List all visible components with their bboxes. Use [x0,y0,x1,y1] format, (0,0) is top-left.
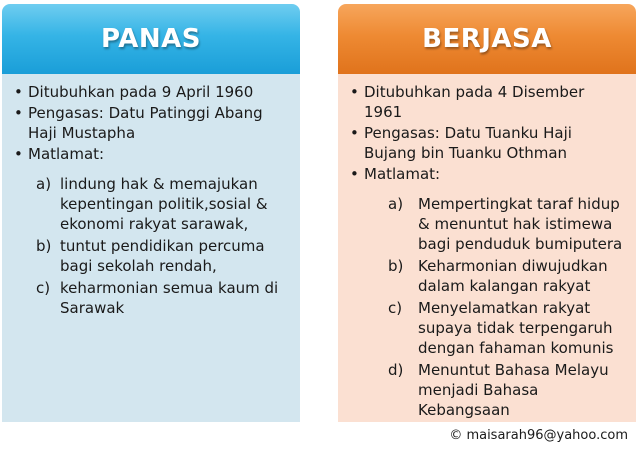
panas-header [2,4,300,74]
goal-marker: a) [36,175,52,193]
berjasa-founded: Ditubuhkan pada 4 Disember 1961 [364,83,585,121]
list-item [14,103,290,143]
berjasa-title: BERJASA [422,24,552,54]
goal-text: lindung hak & memajukan kepentingan politik,sosial & ekonomi rakyat sarawak, [60,175,268,233]
berjasa-founder: Pengasas: Datu Tuanku Haji Bujang bin Tuanku Othman [364,124,572,162]
berjasa-header [338,4,636,74]
goal-text: Menuntut Bahasa Melayu menjadi Bahasa Kebangsaan [418,361,609,419]
panas-list [14,82,290,318]
list-item [350,164,626,420]
panas-goals-label: Matlamat: [28,145,105,163]
goal-text: tuntut pendidikan percuma bagi sekolah rendah, [60,237,265,275]
berjasa-goals-list [364,194,626,420]
goal-item [28,278,290,318]
goal-item [28,174,290,234]
berjasa-body [338,74,636,422]
goal-item [364,298,626,358]
panas-panel [2,4,300,422]
bullet-icon: • [14,145,23,163]
goal-text: Keharmonian diwujudkan dalam kalangan rakyat [418,257,608,295]
panas-goals-list [28,174,290,318]
bullet-icon: • [350,83,359,101]
list-item [350,82,626,122]
goal-item [28,236,290,276]
berjasa-panel [338,4,636,422]
goal-marker: d) [388,361,404,379]
goal-item [364,360,626,420]
list-item [14,82,290,102]
goal-marker: a) [388,195,404,213]
panas-founder: Pengasas: Datu Patinggi Abang Haji Mustapha [28,104,263,142]
goal-text: Mempertingkat taraf hidup & menuntut hak istimewa bagi penduduk bumiputera [418,195,623,253]
copyright-credit: © maisarah96@yahoo.com [449,428,628,443]
goal-text: keharmonian semua kaum di Sarawak [60,279,279,317]
berjasa-list [350,82,626,420]
panas-body [2,74,300,422]
bullet-icon: • [350,124,359,142]
goal-marker: c) [36,279,51,297]
goal-marker: c) [388,299,403,317]
goal-marker: b) [36,237,52,255]
bullet-icon: • [350,165,359,183]
goal-marker: b) [388,257,404,275]
berjasa-goals-label: Matlamat: [364,165,441,183]
panas-title: PANAS [101,24,201,54]
bullet-icon: • [14,83,23,101]
list-item [350,123,626,163]
goal-item [364,194,626,254]
goal-text: Menyelamatkan rakyat supaya tidak terpengaruh dengan fahaman komunis [418,299,614,357]
bullet-icon: • [14,104,23,122]
list-item [14,144,290,318]
panas-founded: Ditubuhkan pada 9 April 1960 [28,83,254,101]
goal-item [364,256,626,296]
